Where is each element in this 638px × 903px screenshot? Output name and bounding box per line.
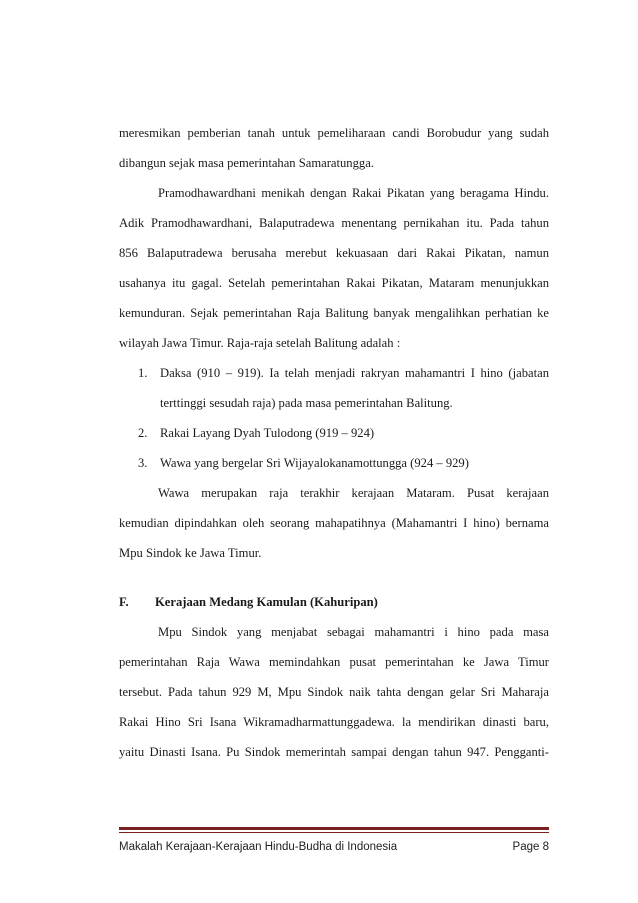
page-number: Page 8 [512,841,549,853]
body-line: tersebut. Pada tahun 929 M, Mpu Sindok naik tahta dengan gelar Sri Maharaja [119,685,549,699]
body-line: Mpu Sindok yang menjabat sebagai mahamantri i hino pada masa [158,625,549,639]
list-item-number: 2. [138,426,148,440]
section-number: F. [119,595,129,609]
body-line: Pramodhawardhani menikah dengan Rakai Pikatan yang beragama Hindu. [158,186,549,200]
footer-title: Makalah Kerajaan-Kerajaan Hindu-Budha di Indonesia [119,841,398,853]
footer-divider [119,832,549,833]
body-line: 856 Balaputradewa berusaha merebut kekuasaan dari Rakai Pikatan, namun [119,246,549,260]
list-item-line: terttinggi sesudah raja) pada masa pemerintahan Balitung. [160,396,453,410]
body-line: Adik Pramodhawardhani, Balaputradewa menentang pernikahan itu. Pada tahun [119,216,549,230]
list-item-number: 1. [138,366,148,380]
section-title: Kerajaan Medang Kamulan (Kahuripan) [155,595,378,609]
body-line: dibangun sejak masa pemerintahan Samaratungga. [119,156,374,170]
body-line: Wawa merupakan raja terakhir kerajaan Mataram. Pusat kerajaan [158,486,549,500]
list-item-line: Wawa yang bergelar Sri Wijayalokanamottungga (924 – 929) [160,456,469,470]
body-line: wilayah Jawa Timur. Raja-raja setelah Balitung adalah : [119,336,401,350]
footer-divider [119,827,549,830]
body-line: pemerintahan Raja Wawa memindahkan pusat pemerintahan ke Jawa Timur [119,655,549,669]
body-line: Mpu Sindok ke Jawa Timur. [119,546,262,560]
body-line: meresmikan pemberian tanah untuk pemeliharaan candi Borobudur yang sudah [119,126,549,140]
body-line: Rakai Hino Sri Isana Wikramadharmattunggadewa. la mendirikan dinasti baru, [119,715,549,729]
body-line: usahanya itu gagal. Setelah pemerintahan Rakai Pikatan, Mataram menunjukkan [119,276,549,290]
list-item-line: Rakai Layang Dyah Tulodong (919 – 924) [160,426,375,440]
list-item-line: Daksa (910 – 919). Ia telah menjadi rakryan mahamantri I hino (jabatan [160,366,549,380]
body-line: kemudian dipindahkan oleh seorang mahapatihnya (Mahamantri I hino) bernama [119,516,549,530]
body-line: kemunduran. Sejak pemerintahan Raja Balitung banyak mengalihkan perhatian ke [119,306,549,320]
body-line: yaitu Dinasti Isana. Pu Sindok memerintah sampai dengan tahun 947. Pengganti- [119,745,549,759]
list-item-number: 3. [138,456,148,470]
